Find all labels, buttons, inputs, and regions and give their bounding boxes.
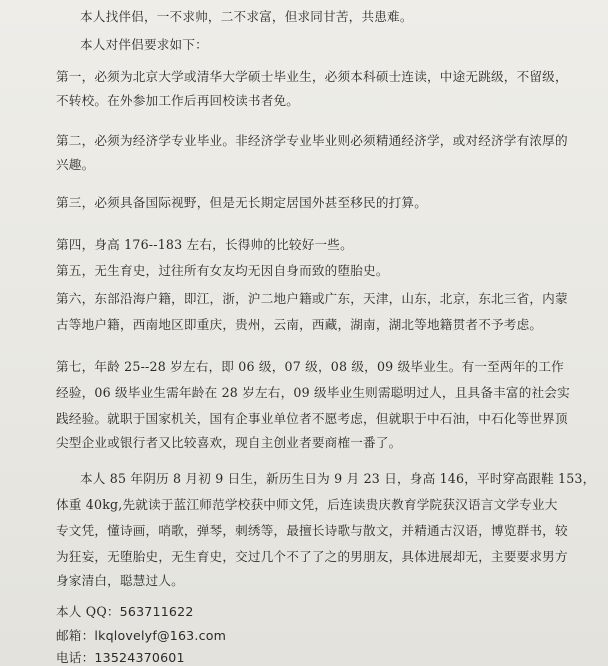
requirement-5-line-1: 第五，无生育史，过往所有女友均无因自身而致的堕胎史。 [56, 263, 389, 278]
requirement-1-line-1: 第一，必须为北京大学或清华大学硕士毕业生，必须本科硕士连读，中途无跳级，不留级， [56, 69, 568, 84]
requirement-7-line-3: 践经验。就职于国家机关，国有企事业单位者不愿考虑，但就职于中石油，中石化等世界顶 [56, 411, 568, 426]
qq-value: 563711622 [119, 604, 194, 619]
email-value: lkqlovelyf@163.com [94, 628, 227, 643]
qq-contact [56, 604, 194, 620]
intro-text: 本人找伴侣，一不求帅，二不求富，但求同甘苦，共患难。 [80, 9, 413, 24]
self-intro-line-4: 为狂妄，无堕胎史，无生育史，交过几个不了了之的男朋友，具体进展却无，主要要求男方 [56, 549, 568, 564]
requirement-6-line-1: 第六，东部沿海户籍，即江，浙，沪二地户籍或广东，天津，山东，北京，东北三省，内蒙 [56, 291, 568, 306]
email-label: 邮箱： [56, 628, 95, 643]
self-intro-line-2: 体重 40kg,先就读于蓝江师范学校获中师文凭，后连读贵庆教育学院获汉语言文学专业大 [56, 497, 558, 512]
self-intro-line-1: 本人 85 年阴历 8 月初 9 日生，新历生日为 9 月 23 日，身高 146，平时穿高跟鞋 153， [80, 471, 596, 486]
requirement-7-line-4: 尖型企业或银行者又比较喜欢，现自主创业者要商榷一番了。 [56, 435, 402, 450]
requirement-7-line-2: 经验，06 级毕业生需年龄在 28 岁左右，09 级毕业生则需聪明过人，且具备丰富的社会实 [56, 385, 570, 400]
email-contact [56, 628, 226, 644]
requirement-3-line-1: 第三，必须具备国际视野，但是无长期定居国外甚至移民的打算。 [56, 195, 428, 210]
phone-value: 13524370601 [94, 650, 185, 665]
self-intro-line-5: 身家清白，聪慧过人。 [56, 573, 184, 588]
requirement-2-line-2: 兴趣。 [56, 157, 95, 172]
phone-contact [56, 650, 185, 666]
requirement-4-line-1: 第四，身高 176--183 左右，长得帅的比较好一些。 [56, 237, 353, 252]
phone-label: 电话： [56, 650, 95, 665]
requirements-heading: 本人对伴侣要求如下： [80, 37, 208, 52]
requirement-1-line-2: 不转校。在外参加工作后再回校读书者免。 [56, 93, 300, 108]
self-intro-line-3: 专文凭，懂诗画，哨歌，弹琴，刺绣等，最擅长诗歌与散文，并精通古汉语，博览群书，较 [56, 523, 568, 538]
requirement-7-line-1: 第七，年龄 25--28 岁左右，即 06 级，07 级，08 级，09 级毕业生。有一至两年的工作 [56, 359, 564, 374]
qq-label: 本人 QQ： [56, 604, 120, 619]
requirement-2-line-1: 第二，必须为经济学专业毕业。非经济学专业毕业则必须精通经济学，或对经济学有浓厚的 [56, 133, 568, 148]
requirement-6-line-2: 古等地户籍，西南地区即重庆，贵州，云南，西藏，湖南，湖北等地籍贯者不予考虑。 [56, 317, 543, 332]
